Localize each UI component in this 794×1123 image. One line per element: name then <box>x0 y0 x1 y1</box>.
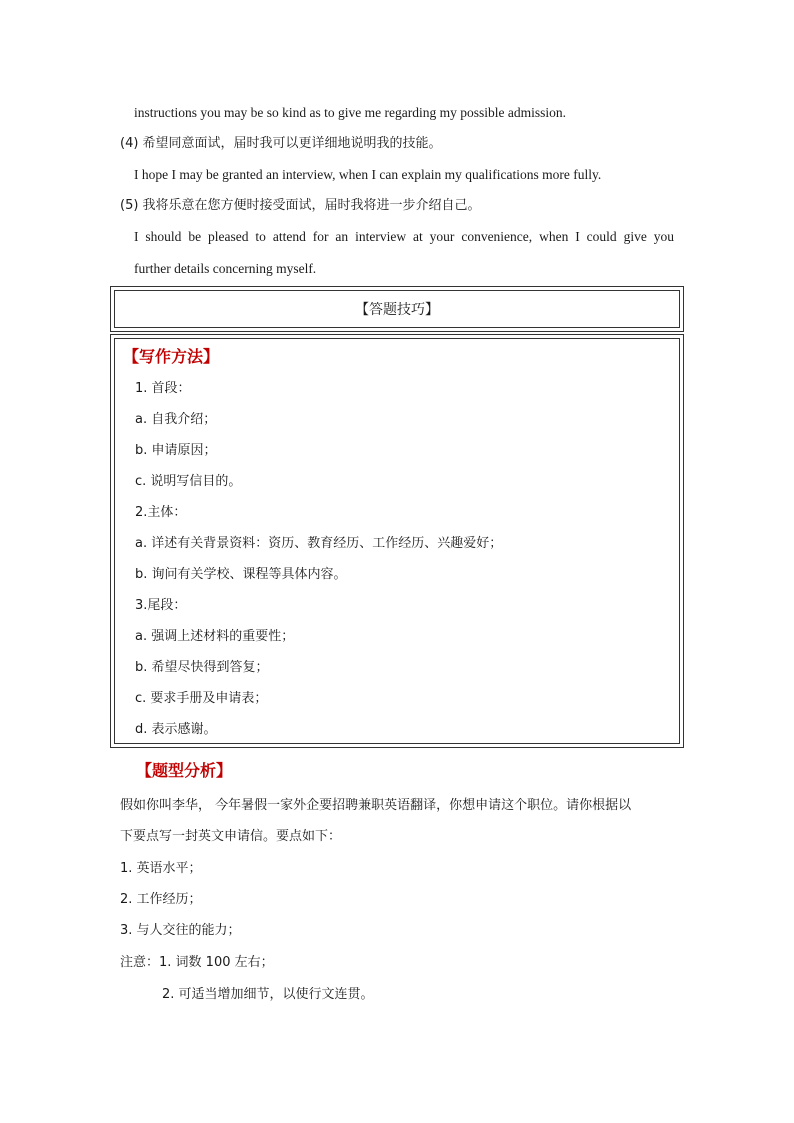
method-item: 2.主体： <box>135 505 187 520</box>
tips-title: 【答题技巧】 <box>114 290 680 328</box>
method-item: 3.尾段： <box>135 598 187 613</box>
writing-method-inner <box>114 338 680 744</box>
method-item: b. 询问有关学校、课程等具体内容。 <box>135 567 347 582</box>
method-item: a. 强调上述材料的重要性； <box>135 629 295 644</box>
method-heading: 【写作方法】 <box>123 347 220 366</box>
text-line: I hope I may be granted an interview, when I can explain my qualifications more fully. <box>134 167 602 182</box>
method-item: b. 申请原因； <box>135 443 217 458</box>
analysis-point: 2. 工作经历； <box>120 892 202 907</box>
analysis-heading: 【题型分析】 <box>136 761 233 780</box>
method-item: c. 说明写信目的。 <box>135 474 242 489</box>
method-item: 1. 首段： <box>135 381 191 396</box>
tips-header-box <box>110 286 684 332</box>
method-item: c. 要求手册及申请表； <box>135 691 268 706</box>
text-line: (4) 希望同意面试，届时我可以更详细地说明我的技能。 <box>120 136 442 151</box>
method-item: a. 详述有关背景资料：资历、教育经历、工作经历、兴趣爱好； <box>135 536 503 551</box>
method-item: b. 希望尽快得到答复； <box>135 660 269 675</box>
text-line: I should be pleased to attend for an interview at your convenience, when I could give you <box>134 229 674 244</box>
analysis-paragraph: 假如你叫李华， 今年暑假一家外企要招聘兼职英语翻译，你想申请这个职位。请你根据以 <box>120 798 632 813</box>
analysis-point: 3. 与人交往的能力； <box>120 923 241 938</box>
method-item: a. 自我介绍； <box>135 412 217 427</box>
analysis-point: 1. 英语水平； <box>120 861 202 876</box>
writing-method-box <box>110 334 684 748</box>
analysis-note: 注意：1. 词数 100 左右； <box>120 955 274 970</box>
text-line: (5) 我将乐意在您方便时接受面试，届时我将进一步介绍自己。 <box>120 198 481 213</box>
analysis-note: 2. 可适当增加细节，以使行文连贯。 <box>162 987 374 1002</box>
text-line: instructions you may be so kind as to give me regarding my possible admission. <box>134 105 566 120</box>
text-line: further details concerning myself. <box>134 261 317 276</box>
method-item: d. 表示感谢。 <box>135 722 217 737</box>
analysis-paragraph: 下要点写一封英文申请信。要点如下： <box>120 829 342 844</box>
